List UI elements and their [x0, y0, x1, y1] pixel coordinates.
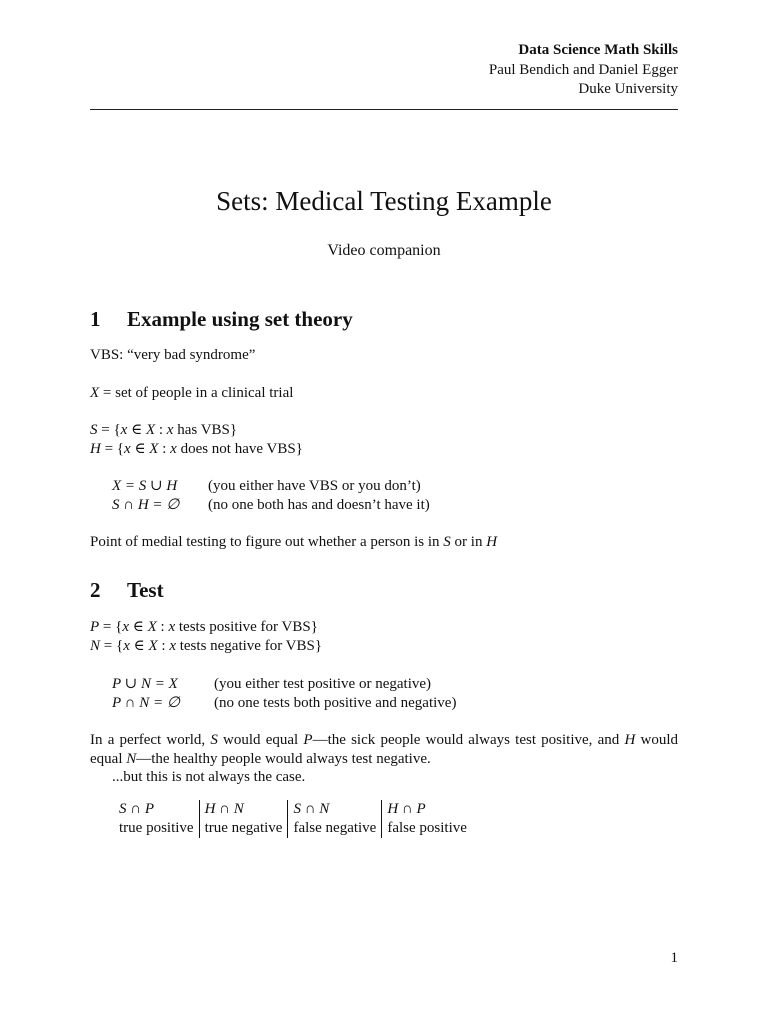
- math-symbol: S: [443, 534, 451, 550]
- math-symbol: N: [90, 638, 101, 654]
- math-symbol: x: [120, 422, 128, 438]
- equation-lhs: X = S ∪ H: [112, 478, 178, 494]
- table-cell: false positive: [382, 819, 472, 838]
- testing-purpose: [90, 533, 497, 552]
- math-symbol: X: [147, 619, 157, 635]
- math-symbol: x: [170, 441, 177, 457]
- sentence-text: would equal: [217, 732, 304, 748]
- math-symbol: X: [145, 422, 156, 438]
- sentence-text: Point of medial testing to figure out whether a person is in: [90, 534, 444, 550]
- definition-text: = {: [100, 638, 124, 654]
- section-1-heading: [90, 307, 353, 332]
- math-symbol: H: [486, 534, 498, 550]
- math-symbol: H: [624, 732, 636, 748]
- section-title: Test: [127, 578, 164, 602]
- table-cell: true positive: [119, 820, 194, 836]
- math-symbol: x: [166, 422, 174, 438]
- equation-intersection: [112, 496, 430, 515]
- math-symbol: x: [169, 638, 176, 654]
- header-authors: Paul Bendich and Daniel Egger: [488, 62, 678, 78]
- definition-text: has VBS}: [173, 422, 238, 438]
- math-symbol: X: [90, 385, 100, 401]
- definition-text: ∈: [129, 638, 149, 654]
- p-definition: [90, 618, 318, 637]
- header-course: Data Science Math Skills: [518, 42, 678, 58]
- math-symbol: x: [124, 441, 131, 457]
- table-row: [114, 800, 472, 819]
- definition-text: does not have VBS}: [176, 441, 303, 457]
- but-not-always-line: ...but this is not always the case.: [112, 769, 306, 785]
- s-definition: [90, 421, 237, 440]
- document-subtitle: Video companion: [327, 242, 441, 259]
- math-symbol: P: [303, 732, 313, 748]
- math-symbol: S: [90, 422, 98, 438]
- table-cell: S ∩ N: [288, 800, 382, 819]
- perfect-world-paragraph: [90, 731, 678, 769]
- outcomes-table: [114, 800, 472, 838]
- header-university: Duke University: [578, 81, 678, 97]
- section-number: 1: [90, 307, 101, 331]
- math-symbol: x: [168, 619, 176, 635]
- equation-union: [112, 477, 421, 496]
- math-symbol: N: [126, 751, 137, 767]
- math-symbol: X: [148, 638, 158, 654]
- definition-text: = {: [100, 441, 125, 457]
- x-definition: [90, 384, 293, 403]
- equation-lhs: S ∩ H = ∅: [112, 497, 180, 513]
- equation-note: (no one tests both positive and negative): [214, 695, 457, 711]
- sentence-text: —the sick people would always test positive, and: [312, 732, 625, 748]
- h-definition: [90, 440, 303, 459]
- n-definition: [90, 637, 322, 656]
- table-cell: H ∩ P: [382, 800, 472, 819]
- equation-note: (you either test positive or negative): [214, 676, 432, 692]
- definition-text: ∈: [130, 441, 150, 457]
- document-title: Sets: Medical Testing Example: [216, 186, 552, 216]
- table-cell: H ∩ N: [199, 800, 288, 819]
- definition-text: tests negative for VBS}: [175, 638, 323, 654]
- page-number-text: 1: [670, 950, 678, 966]
- equation-note: (no one both has and doesn’t have it): [208, 497, 430, 513]
- definition-text: ∈: [127, 422, 146, 438]
- page-number: [0, 950, 768, 967]
- definition-text: :: [156, 619, 169, 635]
- section-title: Example using set theory: [127, 307, 353, 331]
- math-symbol: H: [90, 441, 101, 457]
- sentence-text: would equal: [90, 732, 679, 767]
- definition-text: :: [157, 638, 170, 654]
- definition-text: :: [155, 422, 167, 438]
- math-symbol: x: [122, 619, 130, 635]
- equation-lhs: P ∪ N = X: [112, 676, 178, 692]
- sentence-text: —the healthy people would always test negative.: [136, 751, 431, 767]
- math-symbol: S: [210, 732, 218, 748]
- sentence-text: or in: [450, 534, 487, 550]
- equation-note: (you either have VBS or you don’t): [208, 478, 421, 494]
- definition-text: tests positive for VBS}: [175, 619, 318, 635]
- table-cell: S ∩ P: [119, 801, 154, 817]
- section-2-heading: [90, 578, 164, 603]
- equation-test-intersection: [112, 694, 456, 713]
- definition-text: :: [158, 441, 171, 457]
- math-symbol: X: [149, 441, 159, 457]
- table-row: [114, 819, 472, 838]
- table-cell: false negative: [288, 819, 382, 838]
- sentence-text: In a perfect world,: [90, 732, 211, 748]
- vbs-definition: VBS: “very bad syndrome”: [90, 347, 256, 363]
- equation-test-union: [112, 675, 431, 694]
- definition-text: = {: [97, 422, 121, 438]
- definition-text: = set of people in a clinical trial: [99, 385, 294, 401]
- header-rule: [90, 109, 678, 110]
- table-cell: true negative: [199, 819, 288, 838]
- equation-lhs: P ∩ N = ∅: [112, 695, 180, 711]
- section-number: 2: [90, 578, 101, 602]
- definition-text: ∈: [129, 619, 148, 635]
- math-symbol: P: [90, 619, 100, 635]
- math-symbol: x: [123, 638, 130, 654]
- definition-text: = {: [99, 619, 123, 635]
